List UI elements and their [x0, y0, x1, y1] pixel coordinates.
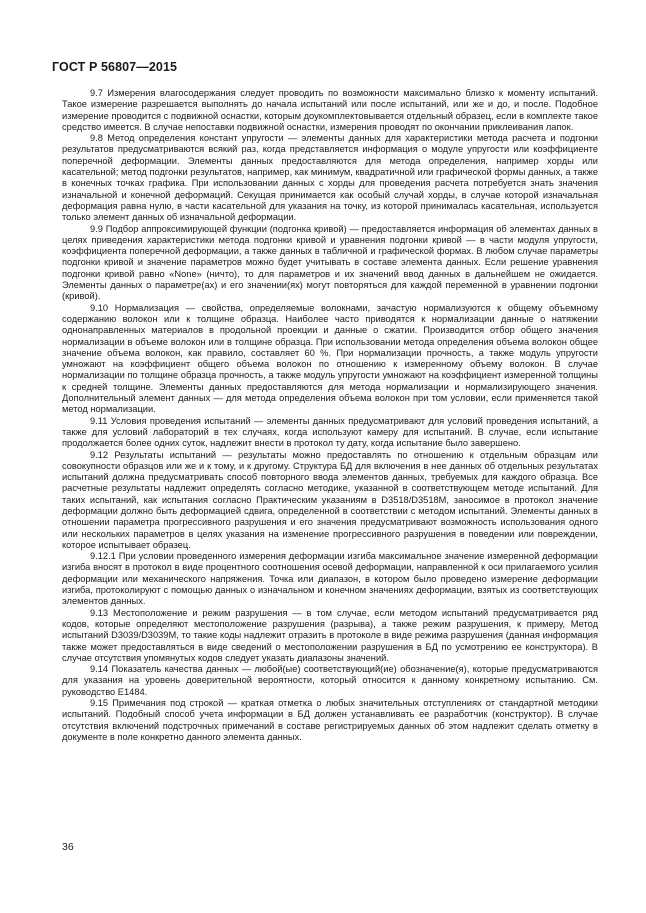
page-number: 36 [62, 841, 74, 853]
paragraph-9-10: 9.10 Нормализация — свойства, определяемые волокнами, зачастую нормализуются к общему объемному содержанию волокон или к толщине образца. Наиболее часто приводятся к нормализации данные о натяжении однонаправленных материалов в продольной проекции и данные о сжатии. Производится отбор общего значения нормализации в объеме волокон или в толщине образца. При использовании метода определения объема волокон общее значение объема волокон, как правило, составляет 60 %. При нормализации прочность, а также модуль упругости умножают на коэффициент общего объема волокон по отношению к измеренному объему волокон. В случае нормализации по толщине образца прочность, а также модуль упругости умножают на коэффициент измеренной толщины к средней толщине. Элементы данных предоставляются для метода нормализации и нормализирующего значения. Дополнительный элемент данных — для метода определения объема волокон при том условии, если применяется такой метод нормализации. [62, 302, 598, 415]
paragraph-9-14: 9.14 Показатель качества данных — любой(ые) соответствующий(ие) обозначение(я), которые предусматриваются для указания на уровень доверительной вероятности, который относится к данному конкретному испытанию. См. руководство Е1484. [62, 664, 598, 697]
standard-header: ГОСТ Р 56807—2015 [52, 60, 178, 74]
paragraph-9-12: 9.12 Результаты испытаний — результаты можно предоставлять по отношению к отдельным образцам или совокупности образцов или же и к тому, и к другому. Структура БД для включения в нее данных об отдельных результатах испытаний должна предусматривать способ повторного ввода элементов данных, требуемых для каждого образца. Все расчетные результаты надлежит определять согласно методике, указанной в соответствующем методе испытаний. Для таких испытаний, как испытания согласно Практическим указаниям в D3518/D3518M, заносимое в протокол значение деформации должно быть деформацией сдвига, определенной в соответствии с методом испытаний. Элементы данных в отношении параметра прогрессивного разрушения и его значения предусматривают возможность использования одного или нескольких параметров в целях указания на изменение прогрессивного разрушения в поведении или повреждении, которое испытывает образец. [62, 449, 598, 550]
paragraph-9-7: 9.7 Измерения влагосодержания следует проводить по возможности максимально близко к моменту испытаний. Такое измерение разрешается выполнять до начала испытаний или после испытаний, или же и до, и после. Подобное измерение проводится с подвижной оснастки, которым доукомплектовывается отдельный образец, если в комплекте такое средство имеется. В случае непоставки подвижной оснастки, измерения проводят по окончании приклеивания лапок. [62, 88, 598, 132]
document-body [62, 88, 598, 743]
paragraph-9-15: 9.15 Примечания под строкой — краткая отметка о любых значительных отступлениях от стандартной методики испытаний. Подобный способ учета информации в БД должен устанавливать ее разработчик (конструктор). В случае отсутствия включений подстрочных примечаний в составе регистрируемых данных об этом надлежит сделать отметку в документе в поле конкретно данного элемента данных. [62, 698, 598, 742]
paragraph-9-9: 9.9 Подбор аппроксимирующей функции (подгонка кривой) — предоставляется информация об элементах данных в целях приведения характеристики метода подгонки кривой и уравнения подгонки кривой — в части модуля упругости, коэффициента поперечной деформации, а также данных в табличной и графической формах. В любом случае параметры подгонки кривой и значение параметров можно будет учитывать в составе элемента данных. Если решение уравнения подгонки кривой равно «None» (ничто), то для параметров и их значений ввод данных в дальнейшем не ожидается. Элементы данных о параметре(ах) и его значении(ях) могут повторяться для каждой переменной в уравнении подгонки (кривой). [62, 223, 598, 302]
paragraph-9-13: 9.13 Местоположение и режим разрушения — в том случае, если методом испытаний предусматривается ряд кодов, которые определяют местоположение разрушения (разрыва), а также режим разрушения, к примеру, Метод испытаний D3039/D3039M, то такие коды надлежит отразить в протоколе в виде режима разрушения (данная информация также может предоставляться в виде сведений о местоположении разрушения в БД по усмотрению ее конструктора). В случае отсутствия упомянутых кодов следует указать диапазоны значений. [62, 607, 598, 663]
paragraph-9-11: 9.11 Условия проведения испытаний — элементы данных предусматривают для условий проведения испытаний, а также для условий лабораторий в тех случаях, когда используют камеру для испытаний. В случае, если испытание продолжается более одних суток, надлежит внести в протокол ту дату, когда испытание было завершено. [62, 415, 598, 449]
paragraph-9-12-1: 9.12.1 При условии проведенного измерения деформации изгиба максимальное значение измеренной деформации изгиба вносят в протокол в виде процентного соотношения осевой деформации, направленной к оси прилагаемого усилия деформации или механического напряжения. Точка или диапазон, в котором было проведено измерение деформации изгиба, протоколируют с помощью данных о изначальном и конечном значениях деформации, взятых из соответствующих элементов данных. [62, 551, 598, 607]
paragraph-9-8: 9.8 Метод определения констант упругости — элементы данных для характеристики метода расчета и подгонки результатов предусматриваются всякий раз, когда представляется информация о модуле упругости или коэффициенте поперечной деформации. Элементы данных предоставляются для метода определения, например хорды или касательной; метод подгонки результатов, например, как минимум, квадратичной или графической формы данных, а также в конечных точках графика. При использовании данных с хорды для проведения расчета потребуется знать значения изначальной и конечной деформаций. Секущая принимается как особый случай хорды, в случае которой изначальная деформация равна нулю, в части касательной для указания на точку, из которой принималась касательная, используется только элемент данных об изначальной деформации. [62, 133, 598, 223]
